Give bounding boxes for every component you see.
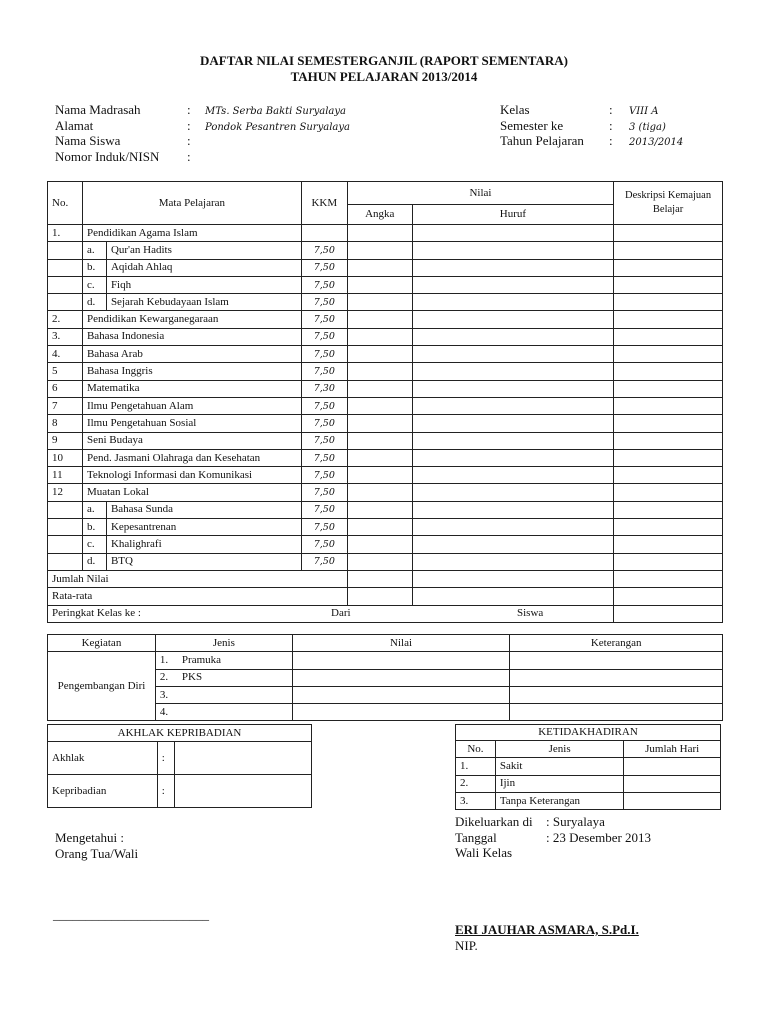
row-kkm: 7,50 (301, 242, 347, 259)
row-angka (347, 276, 412, 293)
act-jenis-cell (155, 669, 292, 686)
act-keterangan (510, 669, 723, 686)
dari-label: Dari (331, 607, 351, 620)
row-kkm: 7,50 (301, 311, 347, 328)
grade-row (48, 449, 723, 466)
mengetahui-label: Mengetahui : (55, 830, 124, 845)
row-huruf (412, 311, 613, 328)
absence-jenis: Ijin (495, 775, 624, 792)
absence-jumlah (624, 758, 721, 775)
header-huruf: Huruf (412, 205, 613, 225)
act-nilai (292, 686, 510, 703)
row-huruf (412, 519, 613, 536)
grade-row (48, 432, 723, 449)
act-jenis: Pramuka (181, 653, 222, 666)
row-huruf (412, 553, 613, 570)
row-angka (347, 259, 412, 276)
peringkat-cell (48, 605, 614, 622)
row-subject: Pendidikan Agama Islam (82, 225, 301, 242)
row-kkm: 7,50 (301, 276, 347, 293)
row-subject: Sejarah Kebudayaan Islam (106, 294, 301, 311)
row-deskripsi (614, 519, 723, 536)
peringkat-label: Peringkat Kelas ke : (52, 607, 141, 620)
info-value: MTs. Serba Bakti Suryalaya (205, 106, 346, 117)
row-sub: b. (82, 259, 106, 276)
row-subject: Seni Budaya (82, 432, 301, 449)
grade-row (48, 346, 723, 363)
colon: : (609, 102, 613, 117)
row-no (48, 259, 83, 276)
row-no: 10 (48, 449, 83, 466)
info-label: Tahun Pelajaran (500, 133, 584, 148)
row-subject: Bahasa Arab (82, 346, 301, 363)
act-header-jenis: Jenis (155, 635, 292, 652)
absence-no: 2. (456, 775, 496, 792)
grade-row (48, 259, 723, 276)
row-subject: Pend. Jasmani Olahraga dan Kesehatan (82, 449, 301, 466)
act-no: 2. (159, 671, 169, 684)
row-deskripsi (614, 449, 723, 466)
row-deskripsi (614, 363, 723, 380)
info-value: VIII A (629, 106, 659, 117)
info-value: 3 (tiga) (629, 121, 666, 133)
colon: : (187, 117, 191, 133)
row-angka (347, 294, 412, 311)
row-huruf (412, 363, 613, 380)
row-huruf (412, 346, 613, 363)
row-subject: BTQ (106, 553, 301, 570)
row-kkm: 7,50 (301, 519, 347, 536)
row-no: 8 (48, 415, 83, 432)
row-angka (347, 346, 412, 363)
row-no: 1. (48, 225, 83, 242)
orang-tua-label: Orang Tua/Wali (55, 845, 139, 861)
tanggal-label: Tanggal (455, 829, 497, 845)
colon: : (187, 148, 191, 164)
grade-row (48, 484, 723, 501)
row-no: 4. (48, 346, 83, 363)
row-huruf (412, 225, 613, 242)
row-deskripsi (614, 259, 723, 276)
info-row-semester (500, 118, 683, 134)
row-kkm: 7,50 (301, 536, 347, 553)
peringkat-desc (614, 605, 723, 622)
row-deskripsi (614, 397, 723, 414)
row-subject: Qur'an Hadits (106, 242, 301, 259)
row-no: 7 (48, 397, 83, 414)
row-angka (347, 242, 412, 259)
absence-no: 1. (456, 758, 496, 775)
row-huruf (412, 380, 613, 397)
wali-kelas-label: Wali Kelas (455, 845, 513, 860)
row-angka (347, 484, 412, 501)
jumlah-label: Jumlah Nilai (48, 570, 348, 587)
row-deskripsi (614, 225, 723, 242)
act-keterangan (510, 704, 723, 721)
absence-jumlah (624, 792, 721, 809)
row-no (48, 519, 83, 536)
row-sub: b. (82, 519, 106, 536)
row-deskripsi (614, 380, 723, 397)
row-deskripsi (614, 432, 723, 449)
row-subject: Bahasa Indonesia (82, 328, 301, 345)
row-huruf (412, 397, 613, 414)
footer-signature (455, 922, 639, 953)
jumlah-huruf (412, 570, 613, 587)
siswa-label: Siswa (517, 607, 544, 620)
jumlah-row (48, 570, 723, 587)
row-kkm: 7,50 (301, 432, 347, 449)
rata-angka (347, 588, 412, 605)
row-subject: Ilmu Pengetahuan Alam (82, 397, 301, 414)
info-label: Nama Madrasah (55, 102, 141, 117)
dikeluarkan-label: Dikeluarkan di (455, 814, 533, 829)
row-angka (347, 363, 412, 380)
row-angka (347, 328, 412, 345)
row-angka (347, 432, 412, 449)
row-deskripsi (614, 467, 723, 484)
akhlak-colon: : (157, 742, 174, 775)
absence-jenis: Sakit (495, 758, 624, 775)
colon: : (187, 102, 191, 117)
grade-row (48, 276, 723, 293)
kepribadian-colon: : (157, 775, 174, 808)
row-huruf (412, 467, 613, 484)
act-nilai (292, 669, 510, 686)
grades-table (47, 181, 723, 623)
row-angka (347, 397, 412, 414)
info-row-madrasah (55, 102, 350, 118)
act-nilai (292, 704, 510, 721)
act-header-nilai: Nilai (292, 635, 510, 652)
akhlak-table (47, 724, 312, 808)
absence-jumlah (624, 775, 721, 792)
row-huruf (412, 294, 613, 311)
row-kkm: 7,50 (301, 484, 347, 501)
row-kkm: 7,50 (301, 501, 347, 518)
jumlah-desc (614, 570, 723, 587)
row-no: 2. (48, 311, 83, 328)
row-subject: Bahasa Sunda (106, 501, 301, 518)
row-deskripsi (614, 501, 723, 518)
row-angka (347, 519, 412, 536)
row-no: 6 (48, 380, 83, 397)
grade-row (48, 294, 723, 311)
row-no: 5 (48, 363, 83, 380)
row-deskripsi (614, 346, 723, 363)
row-kkm: 7,30 (301, 380, 347, 397)
row-kkm: 7,50 (301, 467, 347, 484)
akhlak-value (174, 742, 311, 775)
row-no (48, 276, 83, 293)
act-header-kegiatan: Kegiatan (48, 635, 156, 652)
header-angka: Angka (347, 205, 412, 225)
act-kegiatan: Pengembangan Diri (48, 652, 156, 721)
colon: : (609, 133, 613, 148)
row-kkm: 7,50 (301, 328, 347, 345)
header-deskripsi: Deskripsi Kemajuan Belajar (614, 182, 723, 225)
row-kkm: 7,50 (301, 259, 347, 276)
row-huruf (412, 501, 613, 518)
grade-row (48, 397, 723, 414)
info-label: Nama Siswa (55, 133, 121, 148)
row-angka (347, 501, 412, 518)
row-no: 9 (48, 432, 83, 449)
nip-label: NIP. (455, 937, 478, 953)
row-no (48, 536, 83, 553)
row-angka (347, 311, 412, 328)
row-deskripsi (614, 294, 723, 311)
teacher-name: ERI JAUHAR ASMARA, S.Pd.I. (455, 922, 639, 937)
row-deskripsi (614, 311, 723, 328)
row-no (48, 553, 83, 570)
header-kkm: KKM (301, 182, 347, 225)
student-info-left (55, 102, 350, 164)
act-jenis: PKS (181, 671, 203, 684)
act-jenis-cell (155, 704, 292, 721)
grade-row (48, 328, 723, 345)
row-subject: Kepesantrenan (106, 519, 301, 536)
grade-row (48, 225, 723, 242)
grade-row (48, 501, 723, 518)
row-huruf (412, 242, 613, 259)
row-subject: Teknologi Informasi dan Komunikasi (82, 467, 301, 484)
row-deskripsi (614, 415, 723, 432)
row-angka (347, 225, 412, 242)
row-huruf (412, 276, 613, 293)
row-sub: d. (82, 294, 106, 311)
act-keterangan (510, 652, 723, 669)
info-row-tahun (500, 133, 683, 149)
row-no: 11 (48, 467, 83, 484)
absence-title: KETIDAKHADIRAN (456, 725, 721, 741)
info-row-alamat (55, 118, 350, 134)
row-sub: a. (82, 501, 106, 518)
row-kkm: 7,50 (301, 553, 347, 570)
kepribadian-value (174, 775, 311, 808)
row-no (48, 242, 83, 259)
grade-row (48, 380, 723, 397)
footer-right (455, 814, 651, 861)
row-angka (347, 415, 412, 432)
peringkat-row (48, 605, 723, 622)
grade-row (48, 363, 723, 380)
row-subject: Bahasa Inggris (82, 363, 301, 380)
row-huruf (412, 328, 613, 345)
row-no (48, 294, 83, 311)
row-kkm: 7,50 (301, 415, 347, 432)
row-angka (347, 553, 412, 570)
info-label: Alamat (55, 117, 94, 133)
absence-jenis: Tanpa Keterangan (495, 792, 624, 809)
row-huruf (412, 432, 613, 449)
row-subject: Khalighrafi (106, 536, 301, 553)
row-subject: Matematika (82, 380, 301, 397)
absence-header-no: No. (456, 741, 496, 758)
row-deskripsi (614, 328, 723, 345)
grade-row (48, 467, 723, 484)
row-sub: d. (82, 553, 106, 570)
grade-row (48, 415, 723, 432)
row-huruf (412, 484, 613, 501)
act-keterangan (510, 686, 723, 703)
act-nilai (292, 652, 510, 669)
row-no: 12 (48, 484, 83, 501)
footer-left (55, 830, 138, 861)
info-label: Nomor Induk/NISN (55, 148, 160, 164)
grade-row (48, 519, 723, 536)
document-title: DAFTAR NILAI SEMESTERGANJIL (RAPORT SEMENTARA) (200, 53, 568, 68)
row-huruf (412, 536, 613, 553)
row-angka (347, 536, 412, 553)
act-no: 1. (159, 653, 169, 666)
info-row-nisn (55, 149, 350, 165)
row-subject: Muatan Lokal (82, 484, 301, 501)
activities-table (47, 634, 723, 721)
colon: : (609, 117, 613, 133)
grade-row (48, 242, 723, 259)
row-angka (347, 380, 412, 397)
absence-header-jumlah: Jumlah Hari (624, 741, 721, 758)
act-no: 4. (159, 705, 169, 718)
jumlah-angka (347, 570, 412, 587)
row-sub: c. (82, 536, 106, 553)
act-header-keterangan: Keterangan (510, 635, 723, 652)
row-kkm: 7,50 (301, 294, 347, 311)
info-value: Pondok Pesantren Suryalaya (205, 121, 350, 133)
rata-label: Rata-rata (48, 588, 348, 605)
row-no (48, 501, 83, 518)
rata-desc (614, 588, 723, 605)
row-huruf (412, 259, 613, 276)
row-subject: Pendidikan Kewarganegaraan (82, 311, 301, 328)
row-subject: Ilmu Pengetahuan Sosial (82, 415, 301, 432)
row-huruf (412, 415, 613, 432)
absence-no: 3. (456, 792, 496, 809)
rata-row (48, 588, 723, 605)
colon: : (187, 133, 191, 148)
row-no: 3. (48, 328, 83, 345)
akhlak-label: Akhlak (48, 742, 158, 775)
row-angka (347, 467, 412, 484)
row-kkm (301, 225, 347, 242)
grade-row (48, 536, 723, 553)
act-jenis-cell (155, 652, 292, 669)
akhlak-title: AKHLAK KEPRIBADIAN (48, 725, 312, 742)
row-kkm: 7,50 (301, 449, 347, 466)
grade-rows (48, 225, 723, 571)
header-no: No. (48, 182, 83, 225)
row-kkm: 7,50 (301, 346, 347, 363)
parent-signature-line: ________________________ (53, 907, 209, 922)
tanggal-value: : 23 Desember 2013 (546, 829, 652, 845)
header-subject: Mata Pelajaran (82, 182, 301, 225)
act-no: 3. (159, 688, 169, 701)
info-row-kelas (500, 102, 683, 118)
row-deskripsi (614, 242, 723, 259)
info-label: Kelas (500, 102, 530, 117)
row-sub: c. (82, 276, 106, 293)
row-kkm: 7,50 (301, 363, 347, 380)
grade-row (48, 311, 723, 328)
row-deskripsi (614, 536, 723, 553)
info-row-nama-siswa (55, 133, 350, 149)
row-deskripsi (614, 484, 723, 501)
act-jenis-cell (155, 686, 292, 703)
header-nilai: Nilai (347, 182, 613, 205)
row-angka (347, 449, 412, 466)
grade-row (48, 553, 723, 570)
row-subject: Fiqh (106, 276, 301, 293)
row-deskripsi (614, 276, 723, 293)
rata-huruf (412, 588, 613, 605)
row-huruf (412, 449, 613, 466)
academic-year-title: TAHUN PELAJARAN 2013/2014 (290, 69, 478, 84)
info-label: Semester ke (500, 117, 564, 133)
row-subject: Aqidah Ahlaq (106, 259, 301, 276)
absence-header-jenis: Jenis (495, 741, 624, 758)
row-sub: a. (82, 242, 106, 259)
row-deskripsi (614, 553, 723, 570)
dikeluarkan-value: : Suryalaya (546, 814, 605, 829)
info-value: 2013/2014 (629, 137, 684, 148)
student-info-right (500, 102, 683, 149)
row-kkm: 7,50 (301, 397, 347, 414)
absence-table (455, 724, 721, 810)
kepribadian-label: Kepribadian (48, 775, 158, 808)
